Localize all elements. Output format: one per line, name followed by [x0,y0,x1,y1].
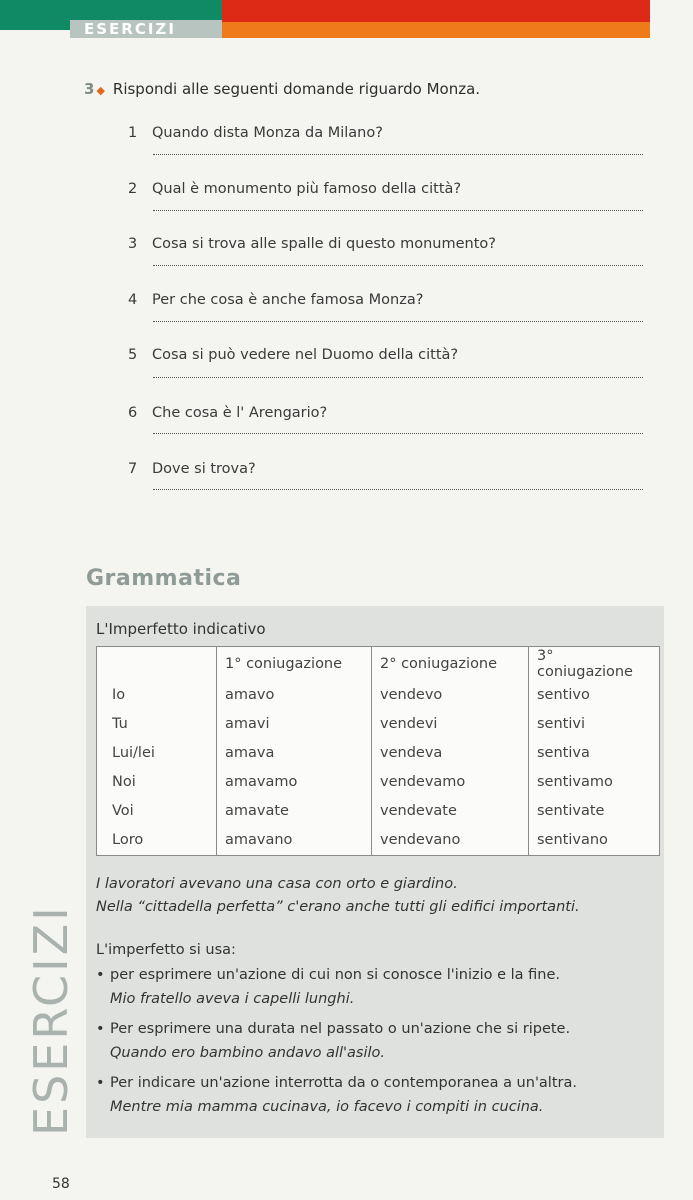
table-header-cell: 1° coniugazione [217,647,372,681]
answer-line-3[interactable] [153,265,643,266]
bullet-icon: • [96,1021,105,1037]
table-row [97,826,660,856]
table-cell: amavate [217,797,372,826]
table-cell: vendevate [372,797,529,826]
table-header-cell: 3° coniugazione [529,647,660,681]
question-5: 5 Cosa si può vedere nel Duomo della città? [128,347,459,363]
table-cell: Noi [97,768,217,797]
top-band-orange [222,22,650,38]
table-cell: vendevo [372,680,529,709]
diamond-icon: ◆ [96,84,105,97]
table-cell: vendevi [372,709,529,738]
table-cell: sentiva [529,739,660,768]
question-1: 1 Quando dista Monza da Milano? [128,125,383,141]
section-label: ESERCIZI [70,20,222,38]
question-4: 4 Per che cosa è anche famosa Monza? [128,292,424,308]
exercise-instruction: Rispondi alle seguenti domande riguardo Monza. [112,80,481,98]
table-cell: sentivi [529,709,660,738]
table-row [97,739,660,768]
conjugation-table [96,646,660,856]
grammar-title: Grammatica [86,566,242,591]
use-example-1: Mio fratello aveva i capelli lunghi. [110,991,355,1007]
table-cell: amava [217,739,372,768]
table-header-cell [97,647,217,681]
table-cell: amavi [217,709,372,738]
table-header-cell: 2° coniugazione [372,647,529,681]
table-row [97,709,660,738]
exercise-heading [84,80,480,98]
grammar-box-title: L'Imperfetto indicativo [96,620,266,638]
table-cell: amavamo [217,768,372,797]
question-6: 6 Che cosa è l' Arengario? [128,405,328,421]
page-number: 58 [52,1176,70,1192]
table-cell: Tu [97,709,217,738]
answer-line-6[interactable] [153,433,643,434]
bullet-icon: • [96,1075,105,1091]
table-cell: vendevamo [372,768,529,797]
answer-line-7[interactable] [153,489,643,490]
answer-line-1[interactable] [153,154,643,155]
question-3: 3 Cosa si trova alle spalle di questo monumento? [128,236,496,252]
use-item-1: • per esprimere un'azione di cui non si conosce l'inizio e la fine. [96,967,561,983]
table-cell: amavano [217,826,372,856]
example-sentence-2: Nella “cittadella perfetta” c'erano anche tutti gli edifici importanti. [96,899,580,915]
question-2: 2 Qual è monumento più famoso della città? [128,181,462,197]
table-cell: Loro [97,826,217,856]
use-item-2: • Per esprimere una durata nel passato o un'azione che si ripete. [96,1021,571,1037]
table-row [97,680,660,709]
table-cell: vendevano [372,826,529,856]
table-cell: amavo [217,680,372,709]
exercise-number: 3 [84,80,95,98]
question-7: 7 Dove si trova? [128,461,256,477]
table-header-row [97,647,660,681]
answer-line-2[interactable] [153,210,643,211]
table-cell: sentivamo [529,768,660,797]
use-item-3: • Per indicare un'azione interrotta da o contemporanea a un'altra. [96,1075,577,1091]
use-example-3: Mentre mia mamma cucinava, io facevo i compiti in cucina. [110,1099,544,1115]
top-color-band [0,0,693,40]
table-cell: sentivo [529,680,660,709]
side-section-label: ESERCIZI [24,904,78,1136]
table-row [97,768,660,797]
table-cell: sentivano [529,826,660,856]
table-cell: sentivate [529,797,660,826]
table-cell: vendeva [372,739,529,768]
answer-line-4[interactable] [153,321,643,322]
uses-title: L'imperfetto si usa: [96,942,236,958]
table-cell: Voi [97,797,217,826]
bullet-icon: • [96,967,105,983]
table-row [97,797,660,826]
table-cell: Lui/lei [97,739,217,768]
use-example-2: Quando ero bambino andavo all'asilo. [110,1045,385,1061]
table-cell: Io [97,680,217,709]
answer-line-5[interactable] [153,377,643,378]
example-sentence-1: I lavoratori avevano una casa con orto e giardino. [96,876,458,892]
